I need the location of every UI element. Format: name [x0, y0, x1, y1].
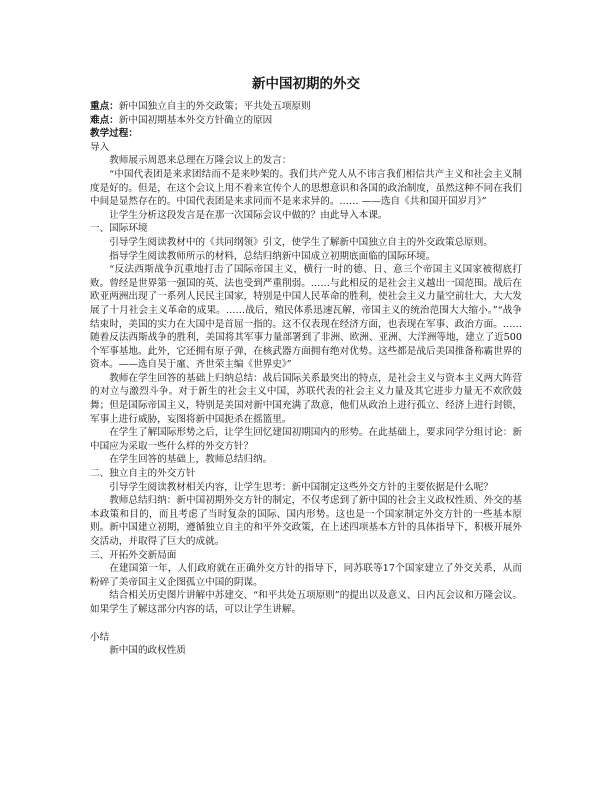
section1-quote: “反法西斯战争沉重地打击了国际帝国主义，横行一时的德、日、意三个帝国主义国家被彻底打败。曾经是世界第一强国的英、法也受到严重削弱。……与此相反的是社会主义越出一国范围。战后在欧亚两洲出现了一系列人民民主国家，特别是中国人民革命的胜利，使社会主义力量空前壮大，大大发展了十月社会主义革命的成果。……战后，殖民体系迅速瓦解，帝国主义的统治范围大大缩小。”“战争结束时，美国的实力在大国中是首屈一指的。这不仅表现在经济方面，也表现在军事、政治方面。……随着反法西斯战争的胜利，美国将其军事力量部署到了非洲、欧洲、亚洲、大洋洲等地，建立了近500个军事基地。此外，它还拥有原子弹，在核武器方面拥有绝对优势。这些都是战后美国推备称霸世界的资本。——选自吴于廑、齐世荣主编《世界史》” [90, 264, 522, 371]
intro-heading: 导入 [90, 141, 110, 153]
intro-paragraph: 教师展示周恩来总理在万隆会议上的发言： [109, 155, 292, 167]
section-heading-3: 三、开拓外交新局面 [90, 549, 177, 561]
section-heading-1: 一、国际环境 [90, 223, 148, 235]
key-point-label: 重点： [90, 101, 119, 112]
difficulty-text: 新中国初期基本外交方针确立的原因 [118, 114, 273, 126]
section2-paragraph: 教师总结归纳：新中国初期外交方针的制定，不仅考虑到了新中国的社会主义政权性质、外交的基本政策和目的，而且考虑了当时复杂的国际、国内形势。这也是一个国家制定外交方针的一些基本原则。新中国建立初期，遵循独立自主的和平外交政策，在上述四项基本方针的具体指导下，积极开展外交活动，并取得了巨大的成就。 [90, 495, 522, 547]
section1-paragraph: 教师在学生回答的基础上归纳总结：战后国际关系最突出的特点，是社会主义与资本主义两大阵营的对立与激烈斗争。对于新生的社会主义中国，苏联代表的社会主义力量及其它进步力量无不欢欣鼓舞；但是国际帝国主义，特别是美国对新中国充满了敌意，他们从政治上进行孤立、经济上进行封锁，军事上进行威胁，妄图将新中国扼杀在摇篮里。 [90, 372, 522, 425]
section-heading-2: 二、独立自主的外交方针 [90, 468, 196, 480]
section3-paragraph: 在建国第一年，人们政府就在正确外交方针的指导下，同苏联等17个国家建立了外交关系，从而粉碎了美帝国主义企图孤立中国的阴谋。 [90, 563, 522, 588]
section2-paragraph: 引导学生阅读教材相关内容，让学生思考：新中国制定这些外交方针的主要依据是什么呢？ [109, 481, 493, 493]
key-point-text: 新中国独立自主的外交政策；平共处五项原则 [118, 101, 311, 112]
section1-paragraph: 在学生了解国际形势之后，让学生回忆建国初期国内的形势。在此基础上，要求同学分组讨论：新中国应为采取一些什么样的外交方针？ [90, 427, 522, 452]
section3-paragraph: 结合相关历史图片讲解中苏建交、“和平共处五项原则”的提出以及意义、日内瓦会议和万隆会议。如果学生了解这部分内容的话，可以让学生讲解。 [90, 590, 522, 615]
intro-question: 让学生分析这段发言是在那一次国际会议中做的？由此导入本课。 [109, 209, 388, 221]
summary-paragraph: 新中国的政权性质 [109, 645, 186, 657]
section1-paragraph: 指导学生阅读教师所示的材料，总结归纳新中国成立初期底面临的国际环境。 [109, 250, 436, 262]
spacer [90, 617, 522, 631]
process-heading: 教学过程： [90, 128, 138, 140]
page-title: 新中国初期的外交 [252, 76, 360, 92]
section1-paragraph: 引导学生阅读教材中的《共同纲领》引文，使学生了解新中国独立自主的外交政策总原则。 [109, 236, 493, 248]
difficulty-line [90, 114, 522, 128]
difficulty-label: 难点： [90, 114, 119, 126]
document-body [90, 100, 522, 658]
intro-quote: “中国代表团是来求团结而不是来吵架的。我们共产党人从不讳言我们相信共产主义和社会主义制度是好的。但是，在这个会议上用不着来宣传个人的思想意识和各国的政治制度，虽然这种不同在我们中间是显然存在的。中国代表团是来求同而不是来求异的。…… ——选自《共和国开国岁月》” [90, 168, 522, 208]
section1-paragraph: 在学生回答的基础上，教师总结归纳。 [109, 454, 273, 466]
summary-heading: 小结 [90, 631, 110, 643]
key-point-line [90, 100, 522, 114]
